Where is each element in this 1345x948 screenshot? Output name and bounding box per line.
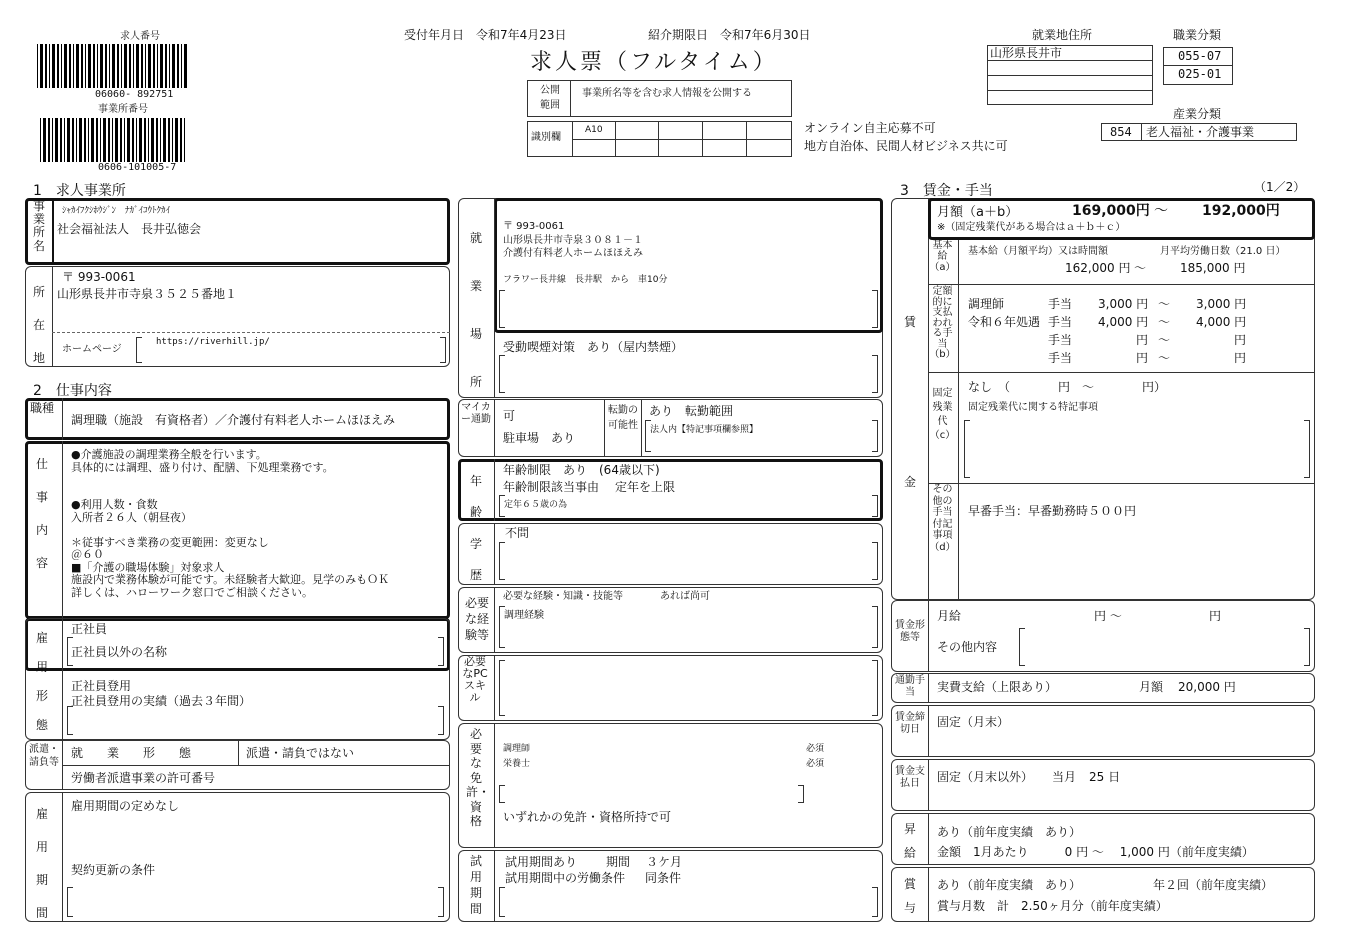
base-pay-max: 185,000 円	[1180, 261, 1246, 275]
allowance-label: 定額的に支払われる手当（b）	[929, 286, 956, 360]
barcode-bar	[79, 118, 82, 162]
section-1-title: 1 求人事業所	[33, 183, 126, 199]
raise-value: あり（前年度実績 あり）	[937, 825, 1082, 839]
fixed-overtime-label: 固定残業代（c）	[929, 388, 956, 441]
period-label: 雇用期間	[35, 807, 48, 920]
received-label: 受付年月日	[404, 28, 465, 42]
job-content-line: ●介護施設の調理業務全般を行います。	[71, 448, 267, 461]
bonus-value: あり（前年度実績 あり）	[937, 878, 1082, 892]
barcode-bar	[103, 118, 106, 162]
barcode-bar	[96, 118, 98, 162]
office-name-kana: ｼｬｶｲﾌｸｼﾎｳｼﾞﾝ ﾅｶﾞｲｺｳﾄｸｶｲ	[62, 206, 171, 216]
barcode-bar	[165, 44, 167, 88]
age-limit: 年齢制限 あり (64歳以下)	[503, 463, 660, 477]
employment-type: 正社員	[71, 622, 108, 636]
barcode-bar	[105, 44, 107, 88]
barcode-bar	[112, 44, 115, 88]
job-class-label: 職業分類	[1173, 28, 1222, 42]
other-allowance-label: その他の手当付記事項（d）	[929, 484, 956, 553]
barcode-bar	[97, 44, 98, 88]
trial-condition: 同条件	[645, 871, 682, 885]
license-2-required: 必須	[806, 759, 825, 769]
payday-value: 固定（月末以外）	[937, 770, 1034, 784]
employment-label: 雇用形態	[35, 631, 48, 732]
job-class-2: 025-01	[1178, 67, 1222, 81]
barcode-bar	[40, 118, 41, 162]
experience-label: 必要な経験等	[464, 596, 489, 642]
allowance-min: 円	[1136, 351, 1149, 365]
job-content-line: 施設内で業務体験が可能です。未経験者大歓迎。見学のみもＯＫ	[71, 573, 390, 586]
homepage-label: ホームページ	[62, 344, 122, 355]
allowance-row	[968, 349, 1308, 367]
allowance-suffix: 手当	[1048, 297, 1073, 311]
workplace-label: 就業場所	[469, 231, 482, 389]
fixed-overtime-value: なし （ 円 〜 円）	[968, 380, 1167, 394]
allowance-tilde: 〜	[1158, 351, 1171, 365]
barcode-bar	[184, 118, 185, 162]
job-content-line	[71, 474, 389, 487]
notice-agencies: 地方自治体、民間人材ビジネス共に可	[804, 139, 1008, 153]
barcode-bar	[184, 44, 187, 88]
dispatch-permit-label: 労働者派遣事業の許可番号	[71, 771, 216, 785]
barcode-bar	[163, 118, 166, 162]
barcode-bar	[121, 44, 122, 88]
trial-period: ３ケ月	[646, 855, 683, 869]
barcode-bar	[93, 44, 95, 88]
barcode-bar	[151, 118, 154, 162]
license-1: 調理師	[503, 744, 531, 754]
age-note: 定年６５歳の為	[504, 500, 568, 510]
pc-skill-label: 必要なPCスキル	[462, 655, 488, 704]
fixed-overtime-note: 固定残業代に関する特記事項	[968, 402, 1098, 413]
barcode-bar	[61, 44, 62, 88]
age-reason-label: 年齢制限該当事由	[503, 480, 600, 494]
trial-label: 試用期間	[469, 854, 482, 916]
age-reason: 定年を上限	[615, 480, 676, 494]
barcode-bar	[169, 44, 170, 88]
allowance-suffix: 手当	[1048, 333, 1073, 347]
base-pay-min: 162,000 円	[1065, 261, 1131, 275]
allowance-tilde: 〜	[1158, 333, 1171, 347]
barcode-bar	[52, 118, 53, 162]
job-content-label: 仕事内容	[35, 457, 48, 570]
monthly-label: 月額（a＋b）	[937, 205, 1019, 220]
barcode-bar	[57, 44, 59, 88]
barcode-bar	[40, 44, 43, 88]
trial-period-label: 期間	[606, 855, 631, 869]
wage-label-2: 金	[903, 475, 916, 489]
barcode-bar	[73, 44, 74, 88]
job-content-line: ■「介護の職場体験」対象求人	[71, 560, 225, 574]
barcode-bar	[168, 118, 170, 162]
barcode-bar	[124, 118, 125, 162]
car-commute-label: マイカー通勤	[461, 402, 491, 425]
barcode-bar	[148, 118, 149, 162]
closing-day-label: 賃金締切日	[895, 712, 925, 735]
barcode-bar	[43, 118, 46, 162]
allowance-suffix: 手当	[1048, 315, 1073, 329]
job-content-line: ＠６０	[71, 548, 104, 561]
barcode-bar	[133, 44, 134, 88]
job-content-line: ＊従事すべき業務の変更範囲：変更なし	[71, 535, 269, 549]
allowance-min: 円	[1136, 333, 1149, 347]
barcode-bar	[67, 118, 70, 162]
id-label: 識別欄	[531, 132, 561, 143]
allowance-name: 調理師	[968, 297, 1005, 311]
barcode-bar	[85, 44, 86, 88]
job-content-line: 詳しくは、ハローワーク窓口でご相談ください。	[71, 585, 313, 599]
trial-value: 試用期間あり	[505, 855, 578, 869]
allowance-row	[968, 295, 1308, 313]
barcode-bar	[52, 44, 55, 88]
bonus-months: 賞与月数 計 2.50ヶ月分（前年度実績）	[937, 899, 1168, 913]
job-type: 調理職（施設 有資格者）／介護付有料老人ホームほほえみ	[71, 413, 396, 427]
barcode-bar	[172, 44, 175, 88]
job-content-text	[71, 449, 389, 599]
homepage-link[interactable]: https://riverhill.jp/	[156, 337, 270, 347]
parking-value: 駐車場 あり	[503, 431, 576, 445]
deadline-label: 紹介期限日	[648, 28, 709, 42]
barcode-bar	[153, 44, 155, 88]
public-scope-label: 公開範囲	[540, 85, 560, 111]
barcode-bar	[88, 44, 91, 88]
job-class-1: 055-07	[1178, 49, 1222, 63]
office-number: 0606-101005-7	[98, 162, 177, 173]
base-pay-tilde: 〜	[1134, 261, 1147, 275]
allowance-suffix: 手当	[1048, 351, 1073, 365]
transfer-value: あり 転勤範囲	[649, 404, 734, 418]
workplace-address: 山形県長井市寺泉３０８１－１	[503, 235, 643, 246]
barcode-bar	[64, 118, 65, 162]
barcode-bar	[181, 44, 182, 88]
monthly-note: ※（固定残業代がある場合はａ＋ｂ＋ｃ）	[937, 222, 1126, 233]
other-name-label: 正社員以外の名称	[71, 645, 168, 659]
work-form-value: 派遣・請負ではない	[246, 746, 355, 760]
raise-label: 昇給	[903, 822, 916, 860]
license-1-required: 必須	[806, 744, 825, 754]
barcode-bar	[145, 44, 146, 88]
barcode-bar	[136, 118, 137, 162]
industry-label: 産業分類	[1173, 107, 1222, 121]
monthly-min: 169,000円	[1072, 203, 1150, 219]
address-label: 所在地	[32, 285, 45, 365]
barcode-bar	[55, 118, 58, 162]
license-note: いずれかの免許・資格所持で可	[503, 810, 672, 824]
barcode-bar	[49, 44, 50, 88]
trial-condition-label: 試用期間中の労働条件	[505, 871, 626, 885]
barcode-bar	[136, 44, 139, 88]
industry-code: 854	[1110, 125, 1132, 139]
job-content-line: ●利用人数・食数	[71, 498, 158, 511]
barcode-bar	[129, 44, 131, 88]
smoking-policy: 受動喫煙対策 あり（屋内禁煙）	[503, 340, 684, 354]
deadline-date: 令和7年6月30日	[720, 28, 811, 42]
wage-form-other-label: その他内容	[937, 640, 998, 654]
barcode-bar	[109, 44, 110, 88]
barcode-bar	[37, 44, 38, 88]
job-type-label: 職種	[30, 401, 55, 415]
barcode-bar	[127, 118, 130, 162]
barcode-bar	[157, 44, 158, 88]
wage-form-label: 賃金形態等	[895, 620, 925, 643]
barcode-bar	[120, 118, 122, 162]
barcode-bar	[108, 118, 110, 162]
barcode-bar	[139, 118, 142, 162]
allowance-max: 円	[1234, 333, 1247, 347]
experience-header: 必要な経験・知識・技能等	[503, 591, 623, 602]
closing-day-box	[891, 705, 1315, 757]
transfer-detail: 法人内【特記事項欄参照】	[650, 425, 759, 435]
barcode-bar	[177, 44, 179, 88]
avg-work-days: 月平均労働日数（21.0 日）	[1160, 246, 1286, 257]
barcode-bar	[160, 44, 163, 88]
workplace-name: 介護付有料老人ホームほほえみ	[503, 248, 643, 259]
page-number: （1／2）	[1254, 180, 1306, 194]
barcode-bar	[76, 44, 79, 88]
allowance-min: 3,000 円	[1098, 297, 1149, 311]
workplace-access: フラワー長井線 長井駅 から 車10分	[503, 275, 668, 285]
monthly-max: 192,000円	[1202, 203, 1280, 219]
monthly-tilde: 〜	[1154, 203, 1168, 219]
allowance-max: 3,000 円	[1196, 297, 1247, 311]
barcode-bar	[180, 118, 182, 162]
barcode-bar	[72, 118, 74, 162]
allowance-tilde: 〜	[1158, 297, 1171, 311]
barcode-bar	[175, 118, 178, 162]
workplace-postal: 〒 993-0061	[503, 221, 565, 232]
work-location-label: 就業地住所	[1032, 28, 1093, 42]
allowance-row	[968, 313, 1308, 331]
wage-form-value: 月給	[937, 609, 962, 623]
job-number: 06060- 892751	[95, 89, 174, 100]
job-number-barcode	[37, 44, 187, 88]
education-value: 不問	[505, 526, 530, 540]
barcode-bar	[60, 118, 62, 162]
dispatch-label: 派遣・請負等	[29, 744, 59, 768]
job-number-label: 求人番号	[120, 31, 160, 42]
payday-day: 25 日	[1089, 770, 1121, 784]
notice-online: オンライン自主応募不可	[804, 121, 936, 135]
other-allowance-value: 早番手当：早番勤務時５００円	[968, 504, 1137, 518]
received-date: 令和7年4月23日	[476, 28, 567, 42]
postal-code: 〒 993-0061	[62, 270, 136, 284]
barcode-bar	[115, 118, 118, 162]
renewal-label: 契約更新の条件	[71, 863, 156, 877]
barcode-bar	[91, 118, 94, 162]
barcode-bar	[156, 118, 158, 162]
commute-amount-label: 月額	[1139, 680, 1164, 694]
barcode-bar	[45, 44, 47, 88]
barcode-bar	[124, 44, 127, 88]
office-name: 社会福祉法人 長井弘徳会	[57, 222, 202, 236]
experience-detail: 調理経験	[504, 610, 544, 621]
office-number-label: 事業所番号	[98, 104, 148, 115]
age-label: 年齢	[469, 474, 482, 519]
public-scope-value: 事業所名等を含む求人情報を公開する	[582, 88, 752, 99]
work-location-value: 山形県長井市	[990, 46, 1063, 60]
regular-hire-label: 正社員登用	[71, 679, 132, 693]
barcode-bar	[100, 118, 101, 162]
base-pay-label: 基本給（a）	[929, 240, 956, 273]
bonus-times: 年２回（前年度実績）	[1153, 878, 1274, 892]
commute-amount: 20,000 円	[1178, 680, 1236, 694]
barcode-bar	[48, 118, 50, 162]
period-value: 雇用期間の定めなし	[71, 799, 180, 813]
barcode-bar	[148, 44, 151, 88]
barcode-bar	[64, 44, 67, 88]
raise-amount: 金額 1月あたり 0 円 〜 1,000 円（前年度実績）	[937, 845, 1254, 859]
allowance-max: 円	[1234, 351, 1247, 365]
payday-box	[891, 759, 1315, 811]
barcode-bar	[81, 44, 83, 88]
commute-allowance-label: 通勤手当	[895, 675, 925, 698]
allowance-name: 令和６年処遇	[968, 315, 1041, 329]
allowance-min: 4,000 円	[1098, 315, 1149, 329]
allowance-row	[968, 331, 1308, 349]
office-name-label: 事業所名	[32, 199, 45, 253]
license-label: 必要な免許・資格	[466, 727, 491, 828]
work-form-label: 就 業 形 態	[71, 746, 192, 760]
office-number-barcode	[40, 118, 188, 162]
barcode-bar	[88, 118, 89, 162]
experience-value: あれば尚可	[660, 591, 710, 602]
industry-name: 老人福祉・介護事業	[1146, 125, 1255, 139]
payday-label: 賃金支払日	[895, 766, 925, 789]
barcode-bar	[84, 118, 86, 162]
barcode-bar	[117, 44, 119, 88]
bonus-label: 賞与	[903, 877, 916, 915]
bonus-box	[891, 867, 1315, 922]
base-pay-header: 基本給（月額平均）又は時間額	[968, 246, 1108, 257]
job-content-line	[71, 524, 389, 537]
barcode-bar	[160, 118, 161, 162]
commute-allowance-value: 実費支給（上限あり）	[937, 680, 1058, 694]
car-commute-value: 可	[503, 409, 516, 423]
allowance-max: 4,000 円	[1196, 315, 1247, 329]
regular-hire-record-label: 正社員登用の実績（過去３年間）	[71, 694, 252, 708]
barcode-bar	[100, 44, 103, 88]
wage-form-min: 円 〜	[1094, 609, 1122, 623]
transfer-label: 転勤の可能性	[608, 405, 638, 431]
section-3-title: 3 賃金・手当	[900, 183, 993, 199]
barcode-bar	[132, 118, 134, 162]
closing-day-value: 固定（月末）	[937, 715, 1010, 729]
education-label: 学歴	[469, 537, 482, 582]
barcode-bar	[172, 118, 173, 162]
page-title: 求人票（フルタイム）	[530, 50, 778, 75]
job-content-line: 入所者２６人（朝昼夜）	[71, 510, 192, 524]
barcode-bar	[144, 118, 146, 162]
barcode-bar	[112, 118, 113, 162]
license-2: 栄養士	[503, 759, 531, 769]
id-value: A10	[585, 125, 603, 135]
barcode-bar	[76, 118, 77, 162]
barcode-bar	[69, 44, 71, 88]
payday-month: 当月	[1052, 770, 1077, 784]
job-content-line: 具体的には調理、盛り付け、配膳、下処理業務です。	[71, 460, 334, 474]
section-2-title: 2 仕事内容	[33, 383, 112, 399]
barcode-bar	[141, 44, 143, 88]
office-address: 山形県長井市寺泉３５２５番地１	[57, 287, 238, 301]
allowance-tilde: 〜	[1158, 315, 1171, 329]
wage-label-1: 賃	[903, 315, 916, 329]
wage-form-max: 円	[1209, 609, 1222, 623]
